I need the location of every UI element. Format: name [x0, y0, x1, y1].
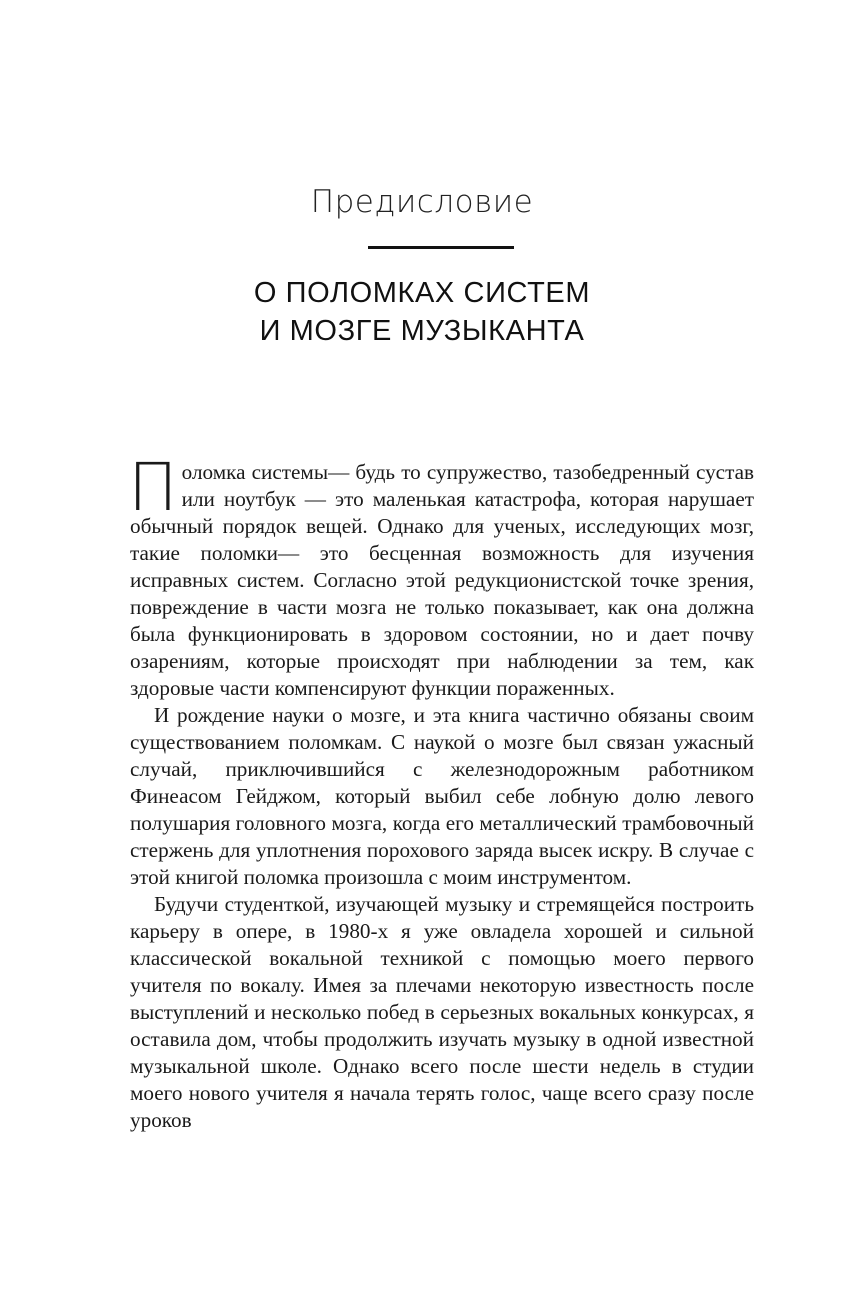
chapter-title-line-2: И МОЗГЕ МУЗЫКАНТА: [259, 315, 585, 347]
paragraph-2: И рождение науки о мозге, и эта книга частично обязаны своим существованием поломкам. С наукой о мозге был связан ужасный случай, приключившийся с железнодорожным работником Финеасом Гейджом, который выбил себе лобную долю левого полушария головного мозга, когда его металлический трамбовочный стержень для уплотнения порохового заряда высек искру. В случае с этой книгой поломка произошла с моим инструментом.: [130, 703, 754, 889]
chapter-title: [0, 274, 844, 350]
body-text: [128, 449, 754, 1134]
paragraph-1: [128, 449, 754, 702]
chapter-title-line-1: О ПОЛОМКАХ СИСТЕМ: [253, 277, 591, 309]
title-divider: [368, 246, 514, 249]
paragraph-1-text: оломка системы— будь то супружество, тазобедренный сустав или ноутбук — это маленькая катастрофа, которая нарушает обычный порядок вещей. Однако для ученых, исследующих мозг, такие поломки— это бесценная возможность для изучения исправных систем. Согласно этой редукционистской точке зрения, повреждение в части мозга не только показывает, как она должна была функционировать в здоровом состоянии, но и дает почву озарениям, которые происходят при наблюдении за тем, как здоровые части компенсируют функции пораженных.: [130, 460, 754, 700]
paragraph-3: Будучи студенткой, изучающей музыку и стремящейся построить карьеру в опере, в 1980-х я уже овладела хорошей и сильной классической вокальной техникой с помощью моего первого учителя по вокалу. Имея за плечами некоторую известность после выступлений и несколько побед в серьезных вокальных конкурсах, я оставила дом, чтобы продолжить изучать музыку в одной известной музыкальной школе. Однако всего после шести недель в студии моего нового учителя я начала терять голос, чаще всего сразу после уроков: [130, 892, 754, 1132]
drop-cap: П: [128, 449, 178, 526]
section-label: Предисловие: [310, 184, 534, 220]
